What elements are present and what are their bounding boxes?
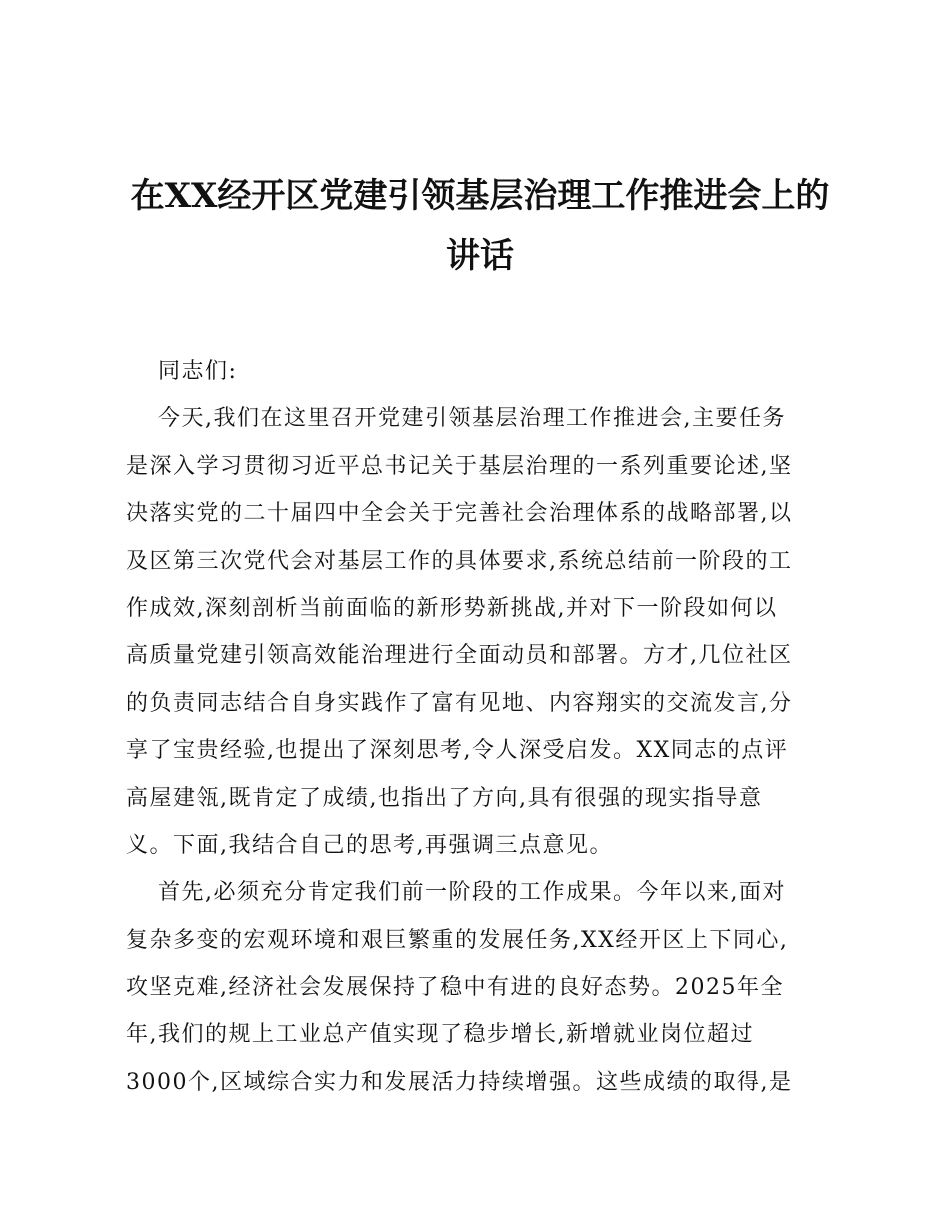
paragraph-line: 享了宝贵经验,也提出了深刻思考,令人深受启发。XX同志的点评 xyxy=(126,738,789,764)
document-body xyxy=(126,348,846,1106)
paragraph xyxy=(126,869,846,1106)
paragraph-line: 的负责同志结合自身实践作了富有见地、内容翔实的交流发言,分 xyxy=(126,690,793,716)
paragraph xyxy=(126,395,846,869)
paragraph-line: 义。下面,我结合自己的思考,再强调三点意见。 xyxy=(126,832,613,858)
paragraph-line: 及区第三次党代会对基层工作的具体要求,系统总结前一阶段的工 xyxy=(126,548,793,574)
paragraph-line: 高质量党建引领高效能治理进行全面动员和部署。方才,几位社区 xyxy=(126,643,793,669)
salutation: 同志们: xyxy=(158,359,238,384)
document-title xyxy=(110,166,850,286)
paragraph-line: 首先,必须充分肯定我们前一阶段的工作成果。今年以来,面对 xyxy=(158,880,786,906)
title-line: 在XX经开区党建引领基层治理工作推进会上的 xyxy=(130,176,830,216)
paragraph-line: 攻坚克难,经济社会发展保持了稳中有进的良好态势。2025年全 xyxy=(126,975,784,1001)
paragraph-line: 今天,我们在这里召开党建引领基层治理工作推进会,主要任务 xyxy=(158,406,786,432)
title-line: 讲话 xyxy=(446,236,514,276)
paragraph-line: 复杂多变的宏观环境和艰巨繁重的发展任务,XX经开区上下同心, xyxy=(126,927,789,953)
paragraph-line: 年,我们的规上工业总产值实现了稳步增长,新增就业岗位超过 xyxy=(126,1022,754,1048)
paragraph-line: 3000个,区域综合实力和发展活力持续增强。这些成绩的取得,是 xyxy=(126,1069,793,1095)
paragraph-line: 是深入学习贯彻习近平总书记关于基层治理的一系列重要论述,坚 xyxy=(126,453,793,479)
paragraph-line: 决落实党的二十届四中全会关于完善社会治理体系的战略部署,以 xyxy=(126,501,793,527)
paragraph-line: 作成效,深刻剖析当前面临的新形势新挑战,并对下一阶段如何以 xyxy=(126,595,778,621)
paragraph-line: 高屋建瓴,既肯定了成绩,也指出了方向,具有很强的现实指导意 xyxy=(126,785,763,811)
